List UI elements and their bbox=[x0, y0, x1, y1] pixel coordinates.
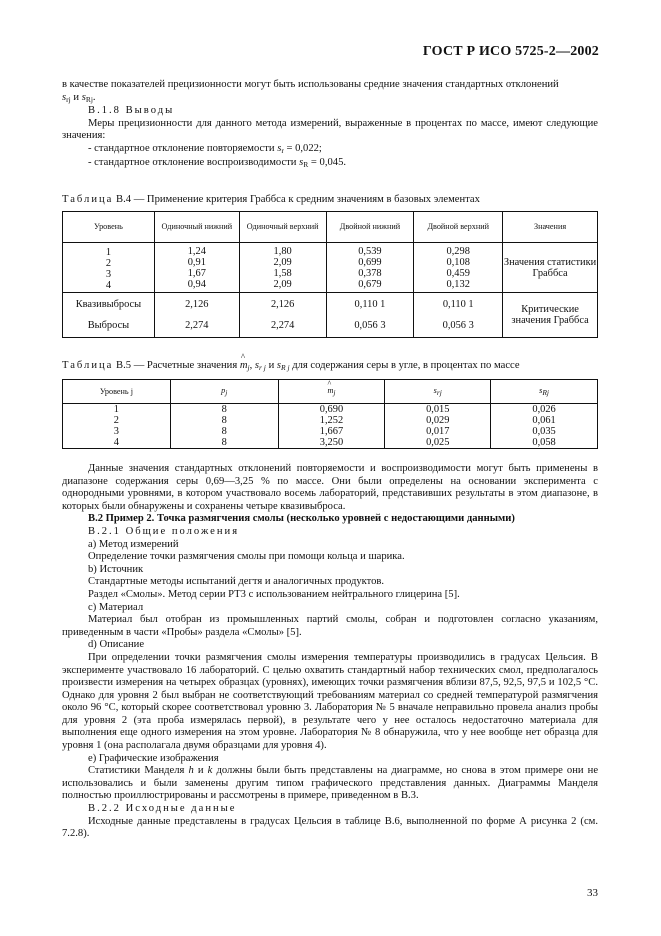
table4-critical-c2: 2,126 2,274 bbox=[239, 293, 326, 338]
table4-critical-c1: 2,126 2,274 bbox=[154, 293, 239, 338]
table-row: 3 8 1,667 0,017 0,035 bbox=[63, 426, 598, 437]
document-header: ГОСТ Р ИСО 5725-2—2002 bbox=[422, 44, 599, 59]
c-text: Материал был отобран из промышленных партий смолы, собран и подготовлен согласно указаниям, приведенным в части «Пробы» раздела «Смолы» [5]. bbox=[62, 614, 598, 638]
c-heading: с) Материал bbox=[88, 601, 144, 613]
table4-header-level: Уровень bbox=[63, 212, 155, 243]
b18-heading: В.1.8 Выводы bbox=[88, 105, 175, 116]
table4-critical-c3: 0,110 1 0,056 3 bbox=[326, 293, 414, 338]
d-heading: d) Описание bbox=[88, 639, 145, 651]
table5-header-level: Уровень j bbox=[63, 380, 171, 404]
table4-header-single-low: Одиночный нижний bbox=[154, 212, 239, 243]
b22-text: Исходные данные представлены в градусах Цельсия в таблице В.6, выполненной по форме А рисунка 2 (см. 7.2.8). bbox=[62, 815, 598, 840]
b18-item-1: - стандартное отклонение повторяемости $s_r = 0,022$; bbox=[88, 142, 322, 155]
table5-caption: Таблица В.5 — Расчетные значения ^ $m_j$, $s_{r j}$ и $s_{R j}$ для содержания серы в угле, в процентах по массе bbox=[62, 352, 520, 372]
table4-critical-c4: 0,110 1 0,056 3 bbox=[414, 293, 503, 338]
table4-values-label-1: Значения статистики Граббса bbox=[503, 243, 598, 293]
page-number: 33 bbox=[587, 887, 598, 899]
table4-header-double-high: Двойной верхний bbox=[414, 212, 503, 243]
a-text: Определение точки размягчения смолы при помощи кольца и шарика. bbox=[88, 551, 405, 563]
b18-item-2: - стандартное отклонение воспроизводимости $s_R = 0,045$. bbox=[88, 157, 347, 170]
table4-levels: 1 2 3 4 bbox=[63, 243, 155, 293]
table4-double-high: 0,298 0,108 0,459 0,132 bbox=[414, 243, 503, 293]
table5-header-p: $p_j$ bbox=[170, 380, 278, 404]
table5-header-sr: $s_{rj}$ bbox=[385, 380, 491, 404]
table-b4 bbox=[62, 211, 598, 338]
intro-paragraph: в качестве показателей прецизионности могут быть использованы средние значения стандартных отклонений $s_{rj}$ и $s_{Rj}$. bbox=[62, 79, 559, 104]
table4-double-low: 0,539 0,699 0,378 0,679 bbox=[326, 243, 414, 293]
table5-header-sR: $s_{Rj}$ bbox=[491, 380, 598, 404]
table4-header-double-low: Двойной нижний bbox=[326, 212, 414, 243]
b18-text: Меры прецизионности для данного метода измерений, выраженные в процентах по массе, имеют следующие значения: bbox=[62, 117, 598, 142]
paragraph-after-table: Данные значения стандартных отклонений повторяемости и воспроизводимости могут быть применены в диапазоне содержания серы 0,69—3,25 % по массе. Они были определены на основании эксперимента с однородными уровнями, в котором участвовало восемь лабораторий, представивших результаты в этом диапазоне, в которых были обнаружены и сохранены четыре квазивыброса. bbox=[62, 463, 598, 512]
section-b18 bbox=[62, 105, 598, 172]
b-text-1: Стандартные методы испытаний дегтя и аналогичных продуктов. bbox=[88, 576, 385, 588]
b-heading: b) Источник bbox=[88, 563, 144, 575]
d-text: При определении точки размягчения смолы измерения температуры производились в градусах Цельсия. В эксперименте участвовало 16 лабораторий. С целью охватить стандартный набор технических смол, предполагалось произвести измерения на четырех образцах (уровнях), имеющих точки размягчения вблизи 87,5, 92,5, 97,5 и 102,5 °С. Однако для уровня 2 был выбран не соответствующий требованиям материал со средней температурой размягчения около 96 °С, который скорее соответствовал уровню 3. Лаборатория № 5 вначале неправильно провела анализ пробы для уровня 2 (эта проба измерялась первой), в результате чего у нее осталось недостаточно материала для выполнения еще одного измерения на этом уровне. Лаборатория № 8 обнаружила, что у нее вообще нет образца для уровня 1 (она располагала двумя образцами для уровня 4). bbox=[62, 651, 598, 752]
b2-heading: В.2 Пример 2. Точка размягчения смолы (несколько уровней с недостающими данными) bbox=[88, 513, 515, 525]
b-text-2: Раздел «Смолы». Метод серии РТ3 с использованием нейтрального глицерина [5]. bbox=[88, 588, 460, 600]
table-row: 1 8 0,690 0,015 0,026 bbox=[63, 404, 598, 416]
e-text: Статистики Манделя h и k должны были быть представлены на диаграмме, но снова в этом примере они не использовались и были заменены другим типом графического представления данных. Диаграммы Манделя полностью проиллюстрированы и рассмотрены в примере, приведенном в В.3. bbox=[62, 765, 599, 802]
table4-header-single-high: Одиночный верхний bbox=[239, 212, 326, 243]
table4-single-low: 1,24 0,91 1,67 0,94 bbox=[154, 243, 239, 293]
table-row: 2 8 1,252 0,029 0,061 bbox=[63, 415, 598, 426]
table4-single-high: 1,80 2,09 1,58 2,09 bbox=[239, 243, 326, 293]
table4-values-label-2: Критические значения Граббса bbox=[503, 293, 598, 338]
a-heading: а) Метод измерений bbox=[88, 538, 179, 550]
body-text bbox=[62, 463, 598, 841]
table-row: 4 8 3,250 0,025 0,058 bbox=[63, 437, 598, 449]
table4-caption: Таблица В.4 — Применение критерия Граббса к средним значениям в базовых элементах bbox=[62, 194, 480, 205]
b22-heading: В.2.2 Исходные данные bbox=[88, 803, 237, 815]
table4-header-values: Значения bbox=[503, 212, 598, 243]
table4-critical-labels: Квазивыбросы Выбросы bbox=[63, 293, 155, 338]
e-heading: е) Графические изображения bbox=[88, 752, 219, 764]
b21-heading: В.2.1 Общие положения bbox=[88, 525, 240, 537]
table5-header-m: ^ $m_j$ bbox=[278, 380, 385, 404]
table-b5 bbox=[62, 379, 598, 449]
